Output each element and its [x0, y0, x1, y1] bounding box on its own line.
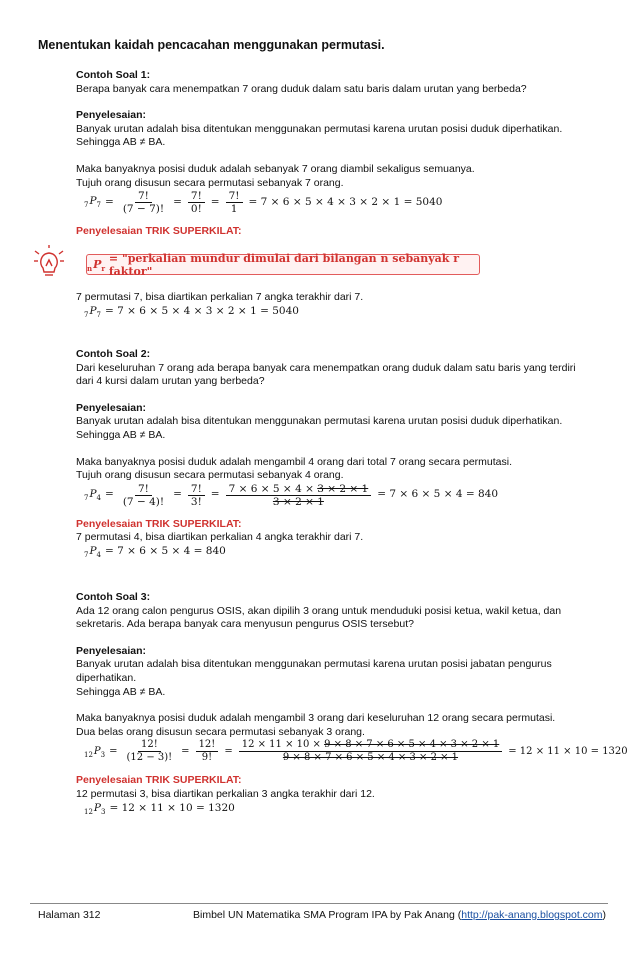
example-1-explanation-2: Tujuh orang disusun secara permutasi sebanyak 7 orang. — [76, 176, 344, 189]
example-1-question: Berapa banyak cara menempatkan 7 orang duduk dalam satu baris dalam urutan yang berbeda? — [76, 82, 527, 95]
example-3-trick-heading: Penyelesaian TRIK SUPERKILAT: — [76, 774, 242, 787]
example-2-explanation-2: Tujuh orang disusun secara permutasi sebanyak 4 orang. — [76, 469, 344, 482]
example-3-question: Ada 12 orang calon pengurus OSIS, akan dipilih 3 orang untuk menduduki posisi ketua, wakil ketua, dan — [76, 604, 562, 617]
trick-formula-box: $_nP_r$ = "perkalian mundur dimulai dari bilangan n sebanyak r faktor" — [86, 254, 480, 275]
example-2-formula: $_7P_4$ = $\frac{7!}{(7 - 4)!}$ = $\frac{7!}{3!}$ = $\frac{7 \times 6 \times 5 \times 4 \times 3 \times 2 \times 1}{3 \times 2 \times 1}$ = 7 × 6 × 5 × 4 = 840 — [84, 482, 499, 508]
example-3 — [76, 591, 628, 816]
example-1-trick-formula: $_7P_7$ = 7 × 6 × 5 × 4 × 3 × 2 × 1 = 5040 — [84, 304, 299, 319]
example-1 — [76, 69, 610, 239]
example-3-solution-text-2: diperhatikan. — [76, 671, 137, 684]
example-2-question-2: dari 4 kursi dalam urutan yang berbeda? — [76, 375, 265, 388]
example-3-solution-heading: Penyelesaian: — [76, 644, 147, 657]
example-3-heading: Contoh Soal 3: — [76, 591, 151, 603]
page-number: Halaman 312 — [38, 909, 101, 921]
example-2-question: Dari keseluruhan 7 orang ada berapa banyak cara menempatkan orang duduk dalam satu baris yang terdiri — [76, 361, 576, 374]
example-2-solution-note: Sehingga AB ≠ BA. — [76, 428, 166, 441]
example-1-trick-text: 7 permutasi 7, bisa diartikan perkalian 7 angka terakhir dari 7. — [76, 291, 364, 303]
example-1-heading: Contoh Soal 1: — [76, 69, 151, 81]
example-3-formula: $_{12}P_3$ = $\frac{12!}{(12 - 3)!}$ = $\frac{12!}{9!}$ = $\frac{12 \times 11 \times 10 \times 9 \times 8 \times 7 \times 6 \times 5 \times 4 \times 3 \times 2 \times 1}{9 \times 8 \times 7 \times 6 \times 5 \times 4 \times 3 \times 2 \times 1}$ = 12 × 11 × 10 = 1320 — [84, 739, 628, 764]
example-3-solution-text: Banyak urutan adalah bisa ditentukan menggunakan permutasi karena urutan posisi jabatan pengurus — [76, 658, 552, 671]
example-1-formula: $_7P_7$ = $\frac{7!}{(7 - 7)!}$ = $\frac{7!}{0!}$ = $\frac{7!}{1}$ = 7 × 6 × 5 × 4 × 3 × 2 × 1 = 5040 — [84, 190, 443, 216]
example-1-explanation: Maka banyaknya posisi duduk adalah sebanyak 7 orang diambil sekaligus semuanya. — [76, 162, 475, 175]
page-title: Menentukan kaidah pencacahan menggunakan permutasi. — [38, 38, 385, 52]
example-3-solution-note: Sehingga AB ≠ BA. — [76, 685, 166, 698]
example-2-solution-heading: Penyelesaian: — [76, 401, 147, 414]
example-2-solution-text: Banyak urutan adalah bisa ditentukan menggunakan permutasi karena urutan posisi duduk diperhatikan. — [76, 415, 563, 428]
example-3-explanation: Maka banyaknya posisi duduk adalah mengambil 3 orang dari keseluruhan 12 orang secara permutasi. — [76, 712, 556, 725]
example-3-trick-text: 12 permutasi 3, bisa diartikan perkalian 3 angka terakhir dari 12. — [76, 787, 375, 800]
example-2-explanation: Maka banyaknya posisi duduk adalah mengambil 4 orang dari total 7 orang secara permutasi. — [76, 455, 513, 468]
example-3-question-2: sekretaris. Ada berapa banyak cara menyusun pengurus OSIS tersebut? — [76, 618, 414, 631]
example-1-solution-text: Banyak urutan adalah bisa ditentukan menggunakan permutasi karena urutan posisi duduk diperhatikan. — [76, 122, 563, 135]
example-3-explanation-2: Dua belas orang disusun secara permutasi sebanyak 3 orang. — [76, 725, 365, 738]
example-2-trick-heading: Penyelesaian TRIK SUPERKILAT: — [76, 517, 242, 530]
example-2-trick-text: 7 permutasi 4, bisa diartikan perkalian 4 angka terakhir dari 7. — [76, 531, 364, 544]
blog-link[interactable]: http://pak-anang.blogspot.com — [461, 909, 603, 921]
lightbulb-icon — [34, 244, 64, 278]
example-1-trick-heading: Penyelesaian TRIK SUPERKILAT: — [76, 225, 242, 238]
example-3-trick-formula: $_{12}P_3$ = 12 × 11 × 10 = 1320 — [84, 801, 235, 816]
example-1-solution-heading: Penyelesaian: — [76, 109, 147, 122]
example-2-heading: Contoh Soal 2: — [76, 348, 151, 360]
footer-divider — [30, 903, 608, 904]
example-2 — [76, 348, 610, 560]
footer-credit: Bimbel UN Matematika SMA Program IPA by Pak Anang (http://pak-anang.blogspot.com) — [192, 909, 606, 921]
example-2-trick-formula: $_7P_4$ = 7 × 6 × 5 × 4 = 840 — [84, 544, 226, 559]
example-1-solution-note: Sehingga AB ≠ BA. — [76, 136, 166, 149]
example-1-trick — [76, 291, 610, 319]
